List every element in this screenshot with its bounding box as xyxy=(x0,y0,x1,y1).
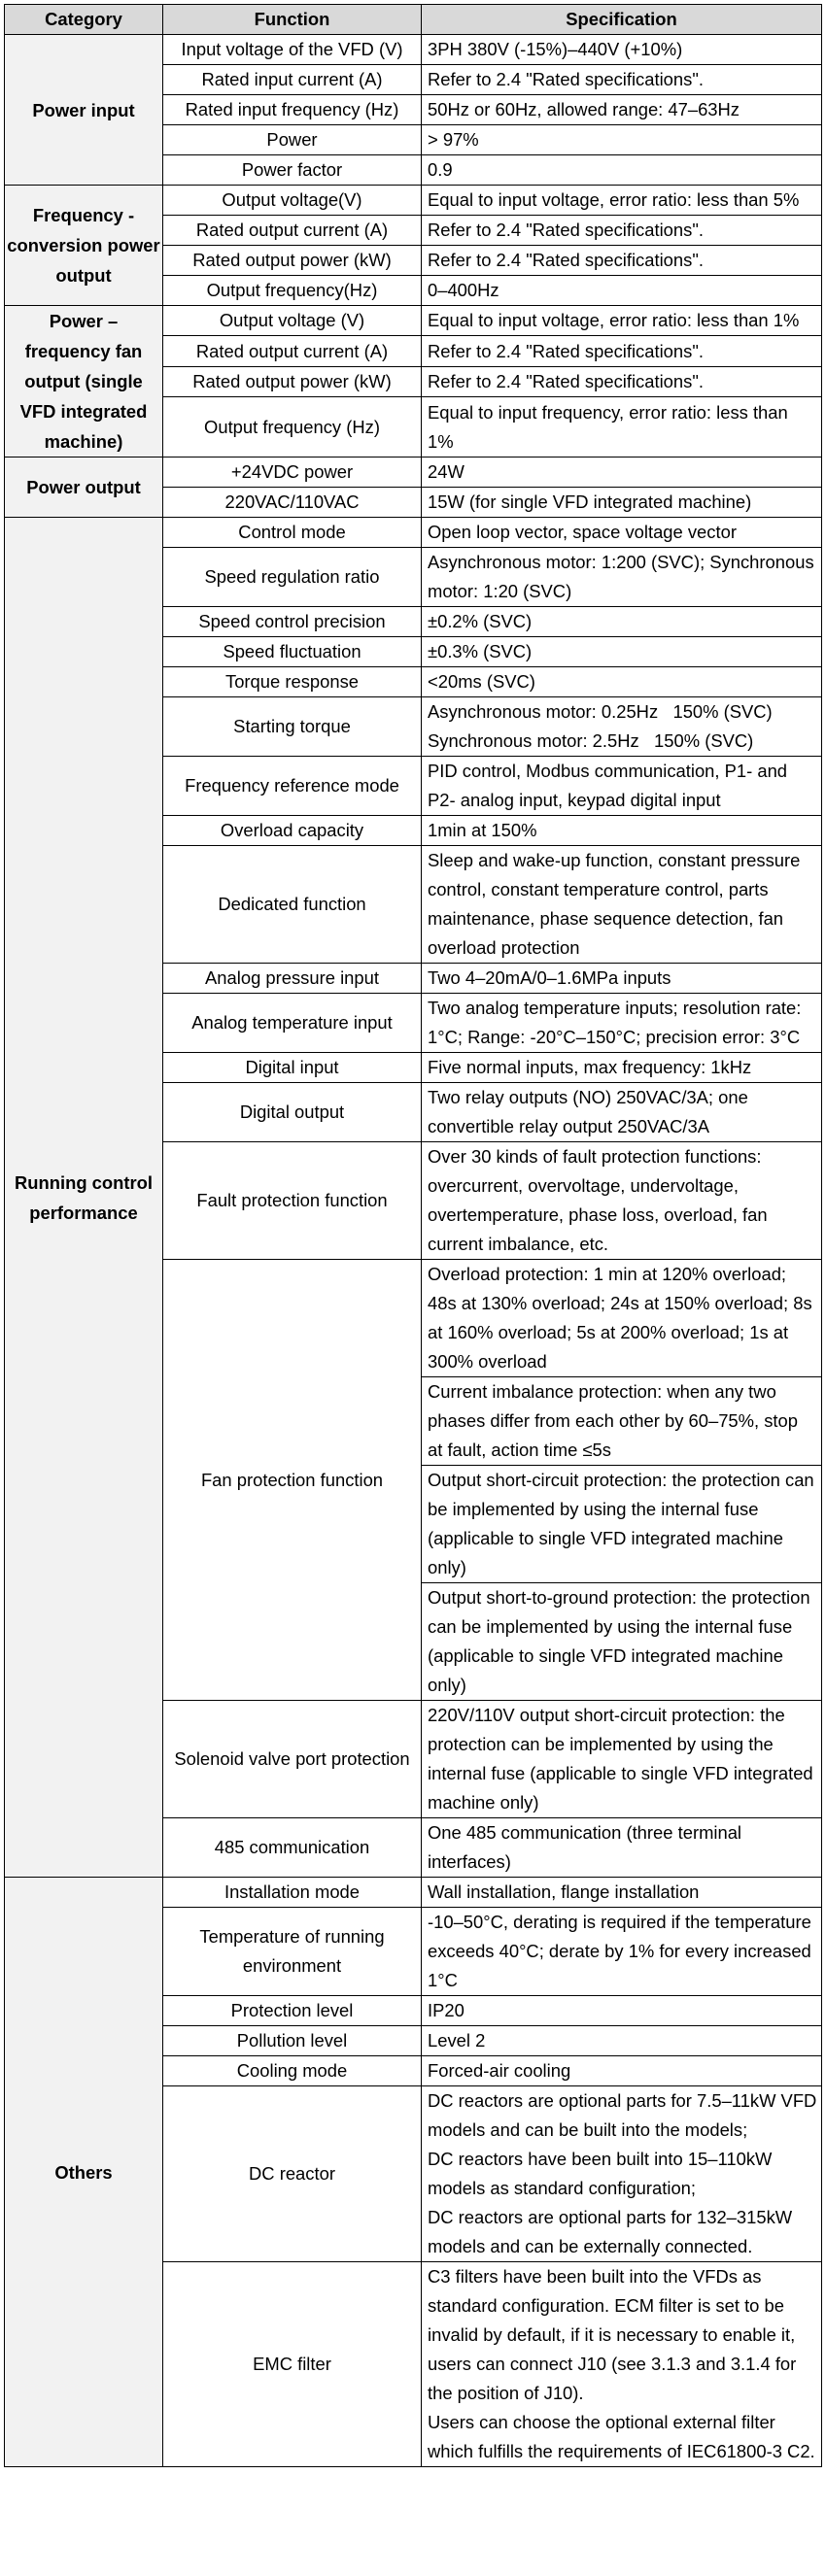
function-cell: Rated output power (kW) xyxy=(163,246,422,276)
function-cell: Output voltage(V) xyxy=(163,186,422,216)
function-cell: DC reactor xyxy=(163,2086,422,2262)
function-cell: Frequency reference mode xyxy=(163,757,422,816)
category-cell: Running control performance xyxy=(5,518,163,1878)
specification-cell: Refer to 2.4 "Rated specifications". xyxy=(422,366,822,396)
specification-cell: 24W xyxy=(422,458,822,488)
table-row xyxy=(5,518,822,548)
specification-cell: Over 30 kinds of fault protection functions: overcurrent, overvoltage, undervoltage, overtemperature, phase loss, overload, fan current imbalance, etc. xyxy=(422,1142,822,1260)
specification-cell: 15W (for single VFD integrated machine) xyxy=(422,488,822,518)
specification-cell: One 485 communication (three terminal interfaces) xyxy=(422,1818,822,1878)
specification-table xyxy=(4,4,822,2467)
function-cell: Rated input current (A) xyxy=(163,65,422,95)
specification-cell: PID control, Modbus communication, P1- and P2- analog input, keypad digital input xyxy=(422,757,822,816)
table-body xyxy=(5,35,822,2467)
specification-cell: Open loop vector, space voltage vector xyxy=(422,518,822,548)
specification-cell: DC reactors are optional parts for 7.5–11kW VFD models and can be built into the models; DC reactors have been built into 15–110kW models as standard configuration; DC reactors are optional parts for 132–315kW models and can be externally connected. xyxy=(422,2086,822,2262)
specification-cell: Asynchronous motor: 1:200 (SVC); Synchronous motor: 1:20 (SVC) xyxy=(422,548,822,607)
specification-cell: Sleep and wake-up function, constant pressure control, constant temperature control, parts maintenance, phase sequence detection, fan overload protection xyxy=(422,846,822,964)
specification-cell: ±0.3% (SVC) xyxy=(422,637,822,667)
specification-cell: 0–400Hz xyxy=(422,276,822,306)
function-cell: Rated input frequency (Hz) xyxy=(163,95,422,125)
function-cell: Pollution level xyxy=(163,2026,422,2056)
specification-cell: Output short-to-ground protection: the protection can be implemented by using the internal fuse (applicable to single VFD integrated machine only) xyxy=(422,1583,822,1701)
category-cell: Power output xyxy=(5,458,163,518)
specification-cell: Equal to input voltage, error ratio: less than 5% xyxy=(422,186,822,216)
category-cell: Frequency -conversion power output xyxy=(5,186,163,306)
specification-cell: Five normal inputs, max frequency: 1kHz xyxy=(422,1053,822,1083)
function-cell: Analog pressure input xyxy=(163,964,422,994)
specification-cell: C3 filters have been built into the VFDs as standard configuration. ECM filter is set to be invalid by default, if it is necessary to enable it, users can connect J10 (see 3.1.3 and 3.1.4 for the position of J10). Users can choose the optional external filter which fulfills the requirements of IEC61800-3 C2. xyxy=(422,2262,822,2467)
specification-cell: 3PH 380V (-15%)–440V (+10%) xyxy=(422,35,822,65)
category-header: Category xyxy=(5,5,163,35)
specification-cell: Two relay outputs (NO) 250VAC/3A; one convertible relay output 250VAC/3A xyxy=(422,1083,822,1142)
table-row xyxy=(5,186,822,216)
function-cell: Input voltage of the VFD (V) xyxy=(163,35,422,65)
specification-cell: Refer to 2.4 "Rated specifications". xyxy=(422,246,822,276)
specification-cell: Refer to 2.4 "Rated specifications". xyxy=(422,336,822,366)
specification-cell: 0.9 xyxy=(422,155,822,186)
function-cell: Rated output power (kW) xyxy=(163,366,422,396)
function-cell: Power xyxy=(163,125,422,155)
specification-cell: Two 4–20mA/0–1.6MPa inputs xyxy=(422,964,822,994)
function-cell: Power factor xyxy=(163,155,422,186)
specification-cell: Forced-air cooling xyxy=(422,2056,822,2086)
specification-cell: -10–50°C, derating is required if the temperature exceeds 40°C; derate by 1% for every increased 1°C xyxy=(422,1908,822,1996)
specification-cell: 1min at 150% xyxy=(422,816,822,846)
function-cell: Output frequency (Hz) xyxy=(163,397,422,458)
function-cell: Overload capacity xyxy=(163,816,422,846)
specification-cell: Two analog temperature inputs; resolution rate: 1°C; Range: -20°C–150°C; precision error: 3°C xyxy=(422,994,822,1053)
table-row xyxy=(5,458,822,488)
function-cell: +24VDC power xyxy=(163,458,422,488)
function-cell: Analog temperature input xyxy=(163,994,422,1053)
function-header: Function xyxy=(163,5,422,35)
function-cell: Cooling mode xyxy=(163,2056,422,2086)
function-cell: EMC filter xyxy=(163,2262,422,2467)
function-cell: Temperature of running environment xyxy=(163,1908,422,1996)
specification-cell: Overload protection: 1 min at 120% overload; 48s at 130% overload; 24s at 150% overload; 8s at 160% overload; 5s at 200% overload; 1s at 300% overload xyxy=(422,1260,822,1377)
specification-cell: Equal to input frequency, error ratio: less than 1% xyxy=(422,397,822,458)
function-cell: Fan protection function xyxy=(163,1260,422,1701)
table-row xyxy=(5,35,822,65)
specification-cell: Current imbalance protection: when any two phases differ from each other by 60–75%, stop at fault, action time ≤5s xyxy=(422,1377,822,1466)
specification-cell: ±0.2% (SVC) xyxy=(422,607,822,637)
function-cell: Speed fluctuation xyxy=(163,637,422,667)
function-cell: Protection level xyxy=(163,1996,422,2026)
function-cell: Rated output current (A) xyxy=(163,216,422,246)
function-cell: Output frequency(Hz) xyxy=(163,276,422,306)
specification-cell: Output short-circuit protection: the protection can be implemented by using the internal fuse (applicable to single VFD integrated machine only) xyxy=(422,1466,822,1583)
function-cell: 220VAC/110VAC xyxy=(163,488,422,518)
specification-cell: Refer to 2.4 "Rated specifications". xyxy=(422,65,822,95)
function-cell: Torque response xyxy=(163,667,422,697)
table-row xyxy=(5,1878,822,1908)
function-cell: Control mode xyxy=(163,518,422,548)
specification-cell: Equal to input voltage, error ratio: less than 1% xyxy=(422,306,822,336)
function-cell: Digital output xyxy=(163,1083,422,1142)
function-cell: Installation mode xyxy=(163,1878,422,1908)
specification-cell: Asynchronous motor: 0.25Hz 150% (SVC) Synchronous motor: 2.5Hz 150% (SVC) xyxy=(422,697,822,757)
function-cell: Fault protection function xyxy=(163,1142,422,1260)
function-cell: Speed regulation ratio xyxy=(163,548,422,607)
header-row xyxy=(5,5,822,35)
function-cell: Dedicated function xyxy=(163,846,422,964)
category-cell: Power –frequency fan output (single VFD integrated machine) xyxy=(5,306,163,458)
function-cell: Output voltage (V) xyxy=(163,306,422,336)
function-cell: Starting torque xyxy=(163,697,422,757)
function-cell: Rated output current (A) xyxy=(163,336,422,366)
function-cell: Solenoid valve port protection xyxy=(163,1701,422,1818)
specification-cell: Refer to 2.4 "Rated specifications". xyxy=(422,216,822,246)
specification-cell: 220V/110V output short-circuit protection: the protection can be implemented by using the internal fuse (applicable to single VFD integrated machine only) xyxy=(422,1701,822,1818)
specification-cell: <20ms (SVC) xyxy=(422,667,822,697)
category-cell: Power input xyxy=(5,35,163,186)
table-row xyxy=(5,306,822,336)
function-cell: Speed control precision xyxy=(163,607,422,637)
specification-cell: > 97% xyxy=(422,125,822,155)
category-cell: Others xyxy=(5,1878,163,2467)
function-cell: Digital input xyxy=(163,1053,422,1083)
specification-cell: Level 2 xyxy=(422,2026,822,2056)
specification-cell: 50Hz or 60Hz, allowed range: 47–63Hz xyxy=(422,95,822,125)
specification-cell: Wall installation, flange installation xyxy=(422,1878,822,1908)
specification-cell: IP20 xyxy=(422,1996,822,2026)
function-cell: 485 communication xyxy=(163,1818,422,1878)
specification-header: Specification xyxy=(422,5,822,35)
